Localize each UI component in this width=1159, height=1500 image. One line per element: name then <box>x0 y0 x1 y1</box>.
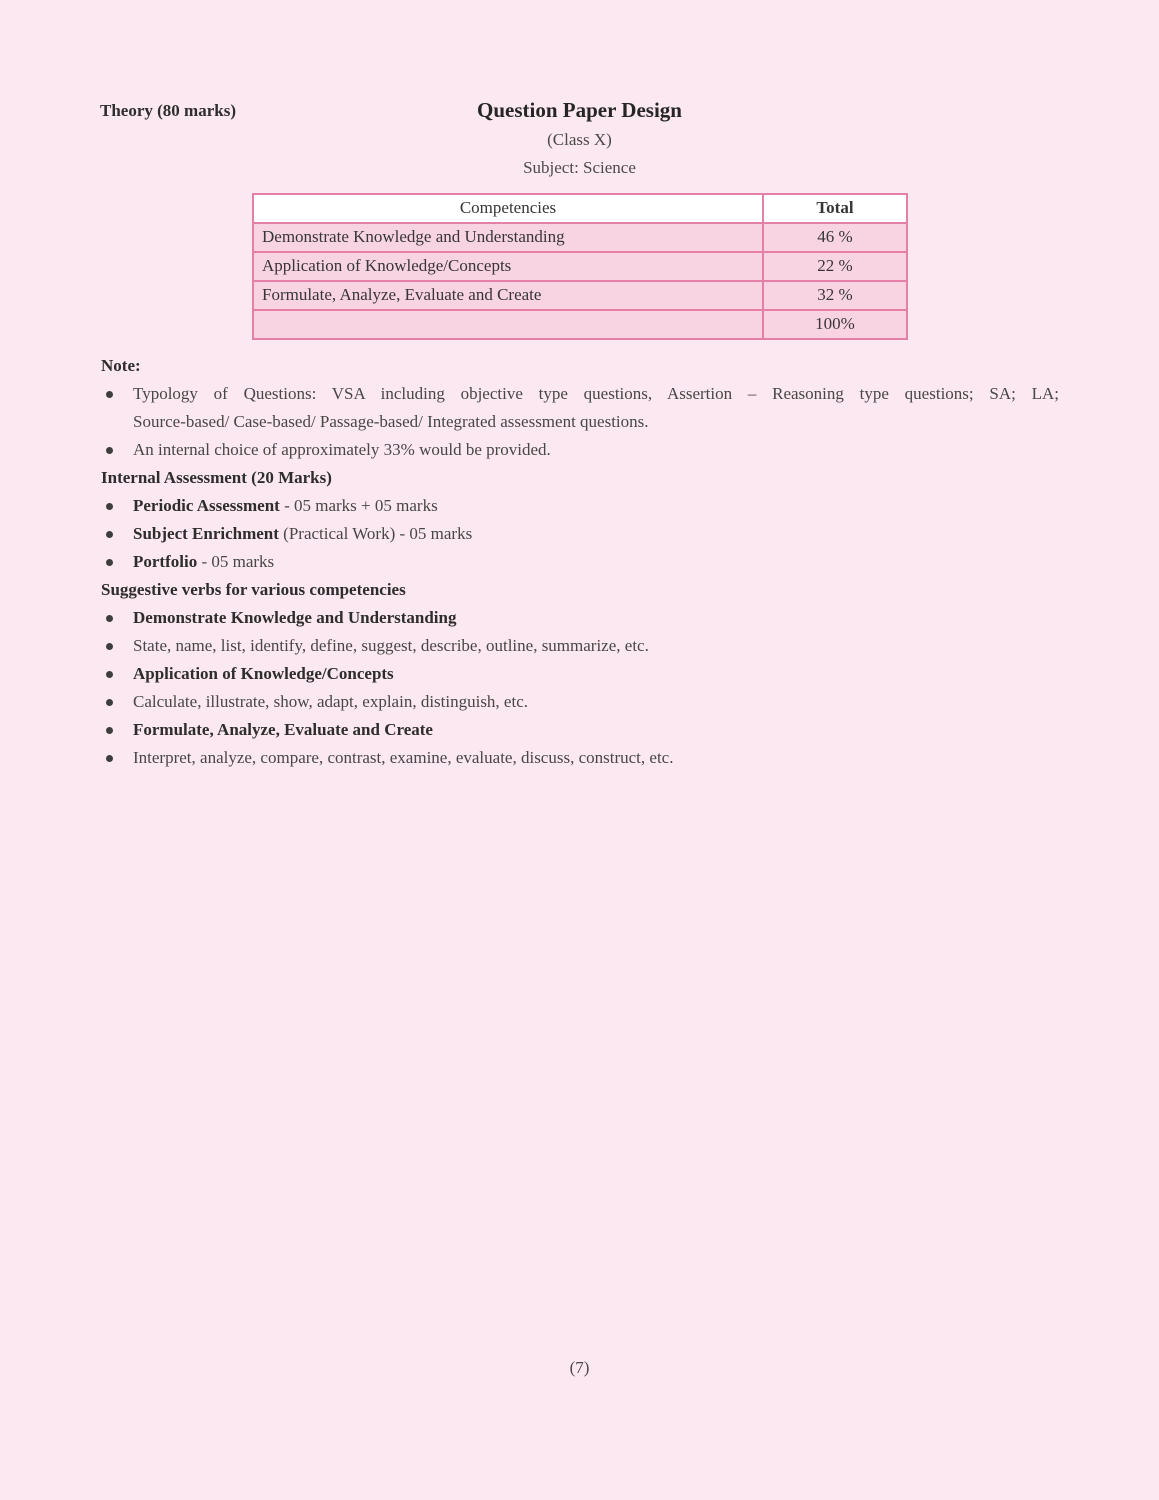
bullet-icon <box>106 391 113 398</box>
competencies-table <box>252 193 908 340</box>
competency-cell <box>253 310 763 339</box>
table-header-row <box>253 194 907 223</box>
note-heading: Note: <box>101 356 141 375</box>
internal-choice-bullet-text: An internal choice of approximately 33% would be provided. <box>133 440 551 459</box>
table-row <box>253 223 907 252</box>
bullet-icon <box>106 643 113 650</box>
table-row <box>253 252 907 281</box>
typology-bullet-text <box>133 380 1059 436</box>
bullet-icon <box>106 755 113 762</box>
verbs-list-item: Calculate, illustrate, show, adapt, explain, distinguish, etc. <box>133 692 529 711</box>
subject-enrichment-item <box>133 520 1059 548</box>
list-item <box>101 548 1059 576</box>
list-item <box>101 716 1059 744</box>
bullet-icon <box>106 531 113 538</box>
list-item <box>101 744 1059 772</box>
list-item <box>101 492 1059 520</box>
table-header-total: Total <box>763 194 907 223</box>
list-item <box>101 604 1059 632</box>
page-number: (7) <box>569 1358 590 1377</box>
list-item <box>101 520 1059 548</box>
item-bold-label: Portfolio <box>133 552 198 571</box>
list-item <box>101 688 1059 716</box>
bullet-icon <box>106 503 113 510</box>
typology-line-1: Typology of Questions: VSA including objective type questions, Assertion – Reasoning type questions; SA; LA; <box>133 384 1059 403</box>
list-item <box>101 380 1059 436</box>
competency-cell: Formulate, Analyze, Evaluate and Create <box>253 281 763 310</box>
total-cell: 22 % <box>763 252 907 281</box>
verbs-list-item: State, name, list, identify, define, suggest, describe, outline, summarize, etc. <box>133 636 649 655</box>
periodic-assessment-item <box>133 492 1059 520</box>
bullet-icon <box>106 699 113 706</box>
list-item <box>101 632 1059 660</box>
typology-line-2: Source-based/ Case-based/ Passage-based/ Integrated assessment questions. <box>133 412 649 431</box>
portfolio-item <box>133 548 1059 576</box>
page-title: Question Paper Design <box>477 98 682 122</box>
total-cell: 46 % <box>763 223 907 252</box>
item-bold-label: Periodic Assessment <box>133 496 280 515</box>
competency-name-item: Formulate, Analyze, Evaluate and Create <box>133 720 433 739</box>
bullet-icon <box>106 671 113 678</box>
item-detail: (Practical Work) - 05 marks <box>278 524 473 543</box>
total-cell: 32 % <box>763 281 907 310</box>
bullet-icon <box>106 727 113 734</box>
item-bold-label: Subject Enrichment <box>133 524 279 543</box>
bullet-icon <box>106 615 113 622</box>
bullet-icon <box>106 559 113 566</box>
suggestive-verbs-heading: Suggestive verbs for various competencies <box>101 580 406 599</box>
competency-cell: Demonstrate Knowledge and Understanding <box>253 223 763 252</box>
internal-assessment-heading: Internal Assessment (20 Marks) <box>101 468 332 487</box>
class-subtitle: (Class X) <box>547 130 612 149</box>
theory-marks-label: Theory (80 marks) <box>100 101 236 120</box>
table-row <box>253 281 907 310</box>
bullet-icon <box>106 447 113 454</box>
subject-subtitle: Subject: Science <box>523 158 636 177</box>
list-item <box>101 660 1059 688</box>
table-row <box>253 310 907 339</box>
total-cell: 100% <box>763 310 907 339</box>
list-item <box>101 436 1059 464</box>
verbs-list-item: Interpret, analyze, compare, contrast, examine, evaluate, discuss, construct, etc. <box>133 748 674 767</box>
competency-name-item: Demonstrate Knowledge and Understanding <box>133 608 457 627</box>
item-detail: - 05 marks <box>197 552 275 571</box>
competency-cell: Application of Knowledge/Concepts <box>253 252 763 281</box>
item-detail: - 05 marks + 05 marks <box>279 496 438 515</box>
competency-name-item: Application of Knowledge/Concepts <box>133 664 394 683</box>
table-header-competencies: Competencies <box>253 194 763 223</box>
notes-section <box>101 352 1059 772</box>
